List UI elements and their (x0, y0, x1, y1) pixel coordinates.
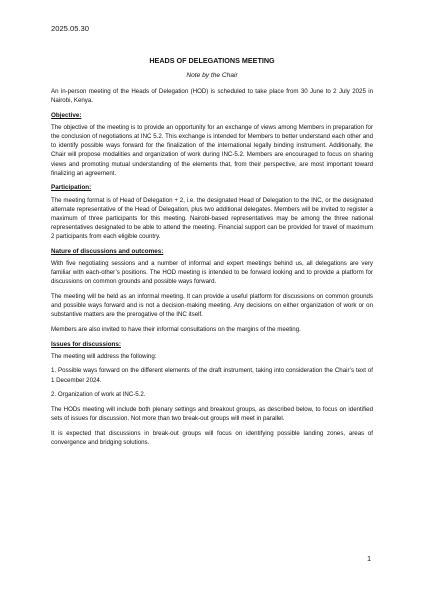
document-title: HEADS OF DELEGATIONS MEETING (149, 56, 275, 65)
document-subtitle: Note by the Chair (186, 72, 238, 79)
nature-paragraph-3: Members are also invited to have their informal consultations on the margins of the meeting. (51, 325, 301, 333)
document-date: 2025.05.30 (51, 24, 90, 33)
participation-paragraph: The meeting format is of Head of Delegation + 2, i.e. the designated Head of Delegation to the INC, or the designated alternate representative of the Head of Delegation, plus two additional delegates. Members will be invited to register a maximum of three participants for this meeting. Nairobi-based representatives may be among the three national representatives designated to be able to attend the meeting. Financial support can be provided for travel of maximum 2 participants from each eligible country. (51, 196, 373, 241)
issues-paragraph-4: The HODs meeting will include both plenary settings and breakout groups, as described below, to focus on identified sets of issues for discussion. Not more than two break-out groups will meet in parallel. (51, 405, 373, 423)
issues-paragraph-1: The meeting will address the following: (51, 352, 157, 360)
section-heading-participation: Participation: (51, 184, 92, 192)
issues-item-2: 2. Organization of work at INC-5.2. (51, 391, 146, 399)
page-number: 1 (367, 556, 371, 563)
issues-paragraph-5: It is expected that discussions in break-out groups will focus on identifying possible landing zones, areas of convergence and bridging solutions. (51, 429, 373, 446)
intro-paragraph: An in-person meeting of the Heads of Delegation (HOD) is scheduled to take place from 30 June to 2 July 2025 in Nairobi, Kenya. (51, 88, 373, 105)
section-heading-issues: Issues for discussions: (51, 340, 121, 348)
objective-paragraph: The objective of the meeting is to provide an opportunity for an exchange of views among Members in preparation for the conclusion of negotiations at INC 5.2. This exchange is intended for Members to better understand each other and to identify possible ways forward for the finalization of the international legally binding instrument. Additionally, the Chair will propose modalities and organization of work during INC-5.2. Members are encouraged to focus on sharing views and promoting mutual understanding of the elements that, from their perspective, are most important toward finalizing an agreement. (51, 123, 373, 177)
nature-paragraph-2: The meeting will be held as an informal meeting. It can provide a useful platform for discussions on common grounds and possible ways forward and is not a decision-making meeting. Any decisions on either organization of work or on substantive matters are the prerogative of the INC itself. (51, 292, 373, 319)
nature-paragraph-1: With five negotiating sessions and a number of informal and expert meetings behind us, all delegations are very familiar with each-other’s positions. The HOD meeting is intended to be forward looking and to provide a platform for discussions on common grounds and possible ways forward. (51, 260, 373, 286)
issues-item-1: 1. Possible ways forward on the different elements of the draft instrument, taking into consideration the Chair’s text of 1 December 2024. (51, 367, 373, 384)
section-heading-objective: Objective: (51, 111, 82, 119)
section-heading-nature: Nature of discussions and outcomes: (51, 247, 164, 255)
document-body (51, 87, 373, 453)
